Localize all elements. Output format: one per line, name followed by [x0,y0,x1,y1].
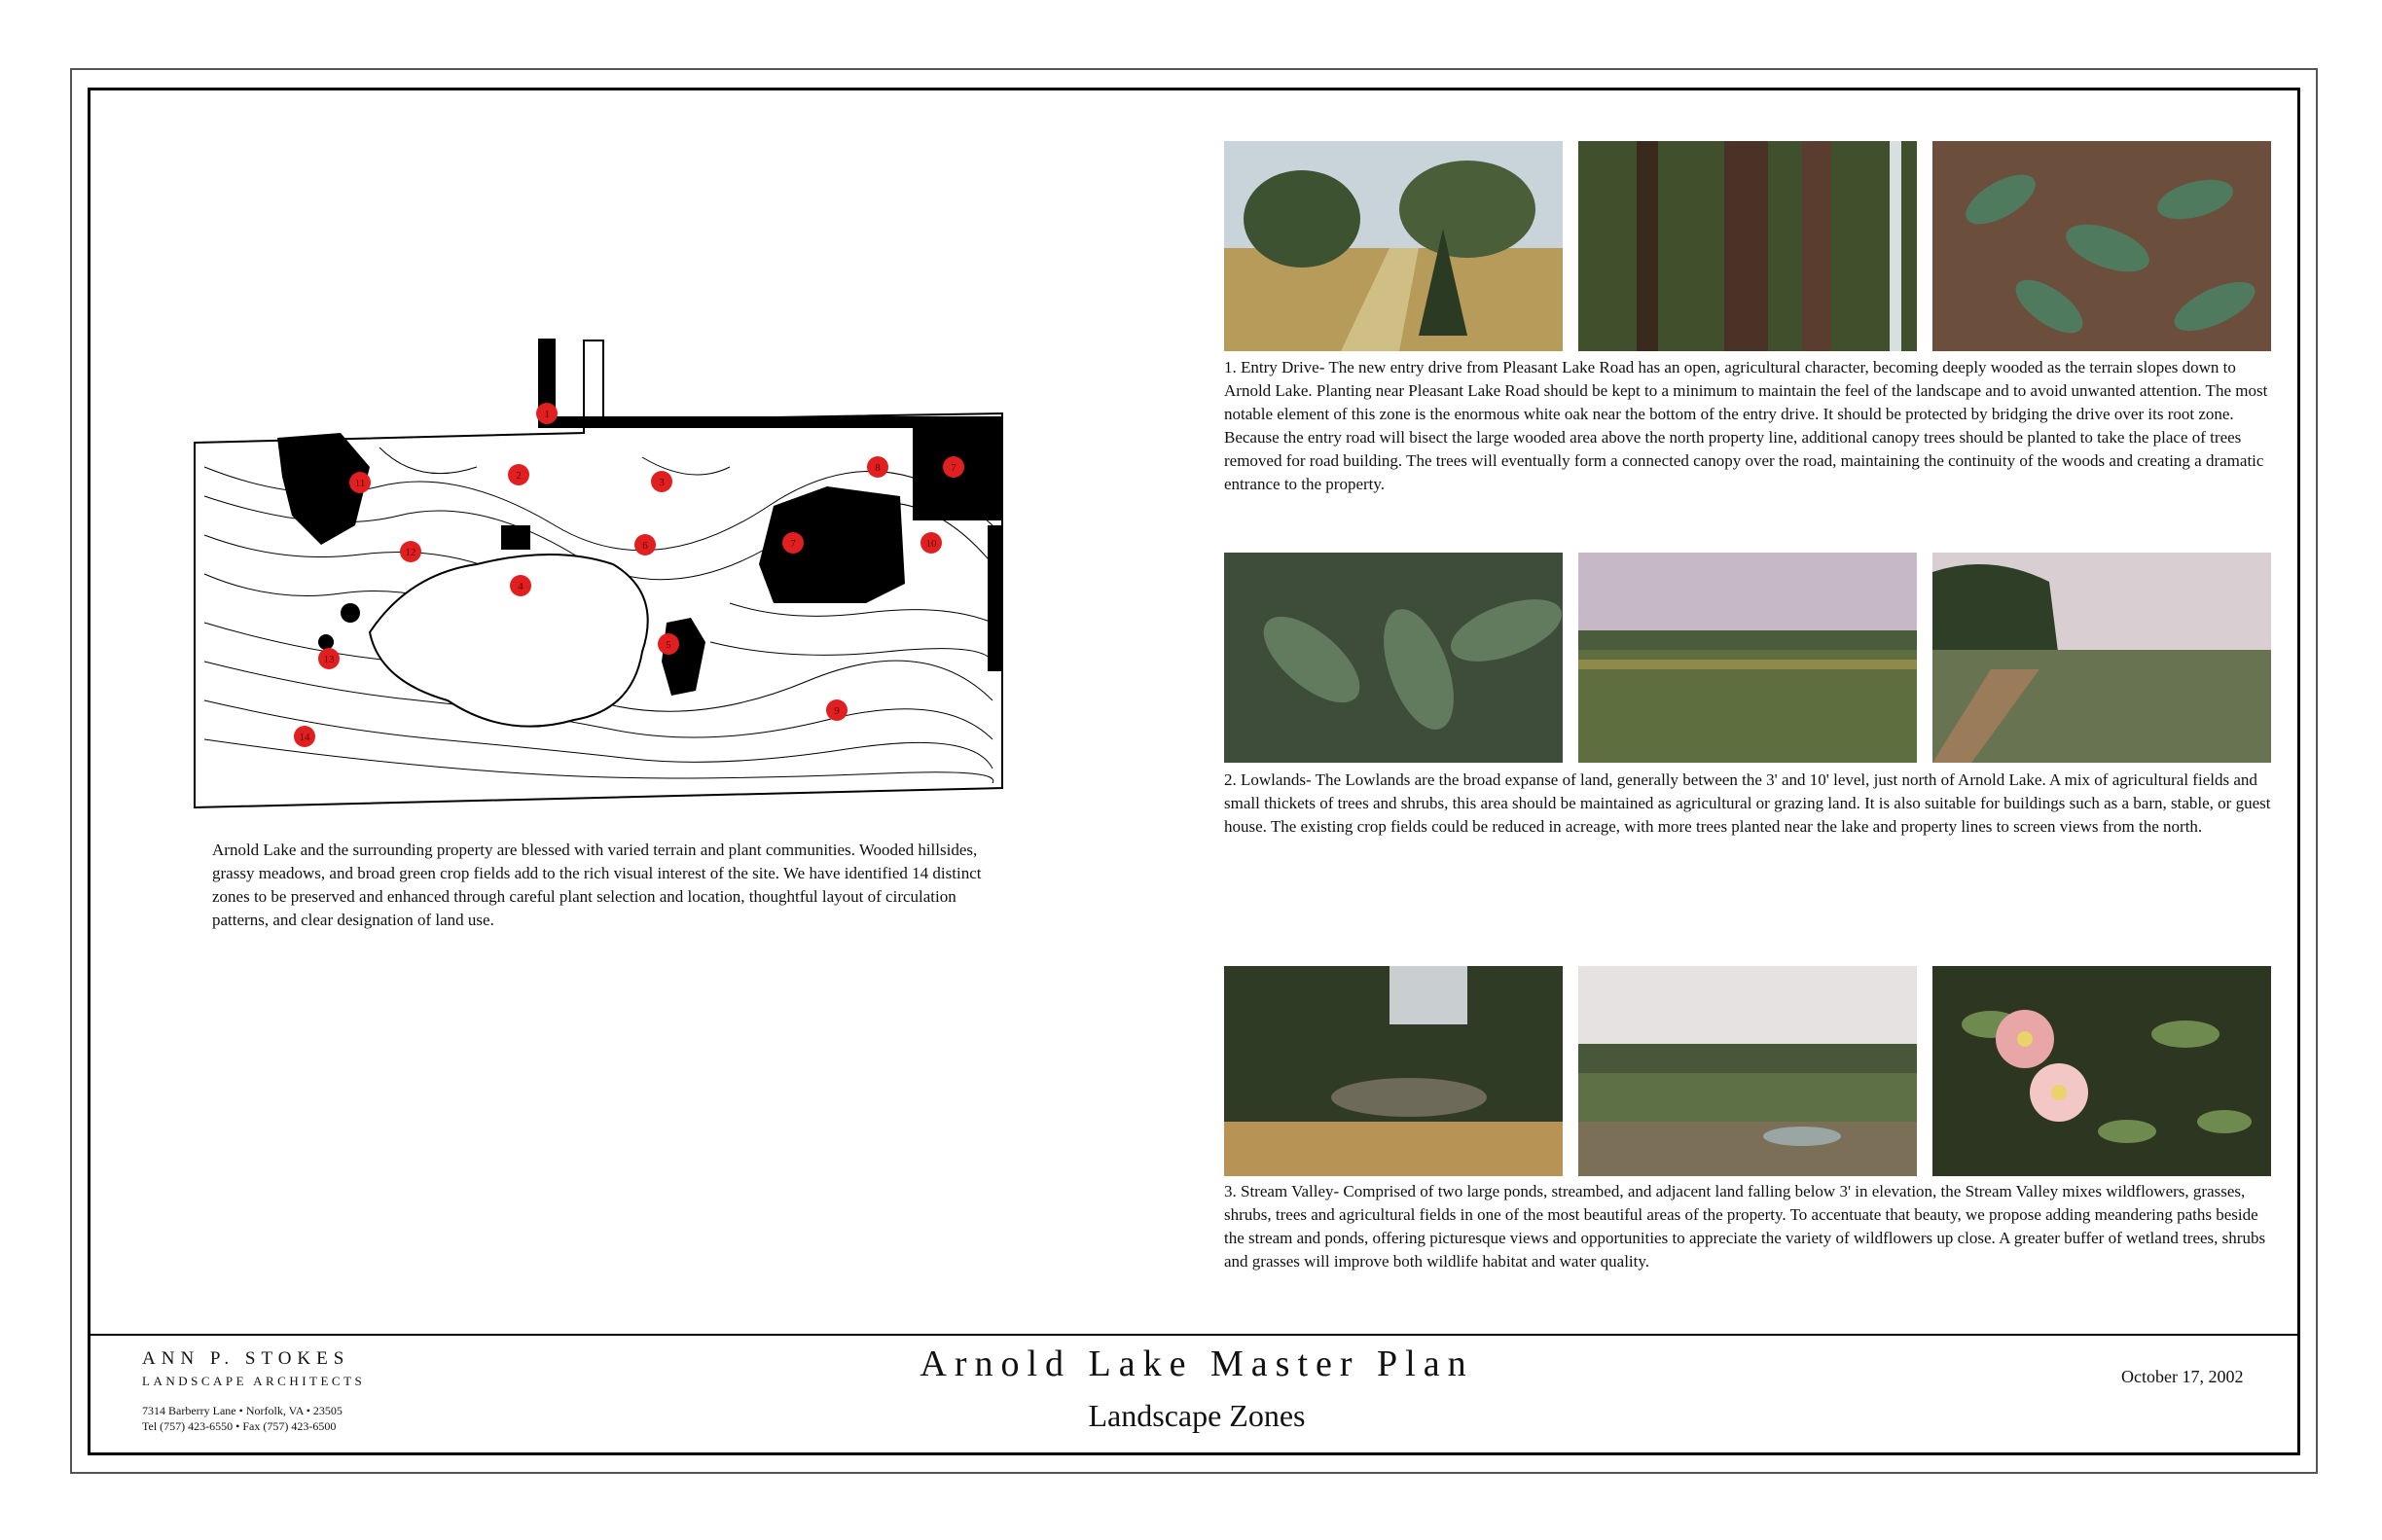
photo-lowlands-field [1578,553,1917,763]
marker-label: 7 [790,538,796,550]
marker-label: 13 [323,654,335,665]
firm-phone: Tel (757) 423-6550 • Fax (757) 423-6500 [142,1419,337,1433]
firm-contact [142,1403,343,1434]
title-block-divider [88,1334,2300,1336]
marker-label: 8 [875,462,881,474]
site-map [185,331,1012,817]
marker-label: 10 [925,538,937,550]
marker-label: 5 [666,639,671,651]
zone-2-description: 2. Lowlands- The Lowlands are the broad expanse of land, generally between the 3' and 10' level, just north of Arnold Lake. A mix of agricultural fields and small thickets of trees and shrubs, this area should be maintained as agricultural or grazing land. It is also suitable for buildings such as a barn, stable, or guest house. The existing crop fields could be reduced in acreage, with more trees planted near the lake and property lines to screen views from the north. [1224,770,2271,836]
intro-paragraph: Arnold Lake and the surrounding property are blessed with varied terrain and plant communities. Wooded hillsides, grassy meadows, and broad green crop fields add to the rich visual interest of the site. We have identified 14 distinct zones to be preserved and enhanced through careful plant selection and location, thoughtful layout of circulation patterns, and clear designation of land use. [212,841,982,929]
marker-label: 7 [951,462,956,474]
firm-subtitle: LANDSCAPE ARCHITECTS [142,1374,366,1388]
marker-label: 11 [354,478,366,489]
photo-lowlands-leaves [1224,553,1563,763]
photo-stream-wildrose [1932,966,2271,1176]
photo-entry-meadow [1224,141,1563,351]
firm-name: ANN P. STOKES [142,1348,350,1369]
photo-lowlands-crops [1932,553,2271,763]
marker-label: 12 [405,547,416,558]
zone-3-description: 3. Stream Valley- Comprised of two large ponds, streambed, and adjacent land falling below 3' in elevation, the Stream Valley mixes wildflowers, grasses, shrubs, trees and agricultural fields in one of the most beautiful areas of the property. To accentuate that beauty, we propose adding meandering paths beside the stream and ponds, offering picturesque views and opportunities to appreciate the variety of wildflowers up close. A greater buffer of wetland trees, shrubs and grasses will improve both wildlife habitat and water quality. [1224,1182,2266,1271]
photo-stream-valley [1578,966,1917,1176]
marker-label: 6 [642,540,648,552]
marker-label: 3 [659,477,665,488]
photo-entry-groundcover [1932,141,2271,351]
plan-date: October 17, 2002 [2121,1367,2244,1386]
photo-stream-pond [1224,966,1563,1176]
marker-label: 4 [518,581,523,592]
zone-1-description: 1. Entry Drive- The new entry drive from Pleasant Lake Road has an open, agricultural character, becoming deeply wooded as the terrain slopes down to Arnold Lake. Planting near Pleasant Lake Road should be kept to a minimum to maintain the feel of the landscape and to avoid unwanted attention. The most notable element of this zone is the enormous white oak near the bottom of the entry drive. It should be protected by bridging the drive over its root zone. Because the entry road will bisect the large wooded area above the north property line, additional canopy trees should be planted to take the place of trees removed for road building. The trees will eventually form a connected canopy over the road, maintaining the continuity of the woods and creating a dramatic entrance to the property. [1224,358,2268,493]
plan-subtitle: Landscape Zones [1088,1398,1306,1433]
plan-title: Arnold Lake Master Plan [920,1343,1474,1384]
photo-entry-woods [1578,141,1917,351]
firm-address: 7314 Barberry Lane • Norfolk, VA • 23505 [142,1404,343,1417]
marker-label: 9 [834,705,840,717]
marker-label: 2 [516,470,522,482]
marker-label: 1 [544,409,550,420]
marker-label: 14 [299,732,310,743]
